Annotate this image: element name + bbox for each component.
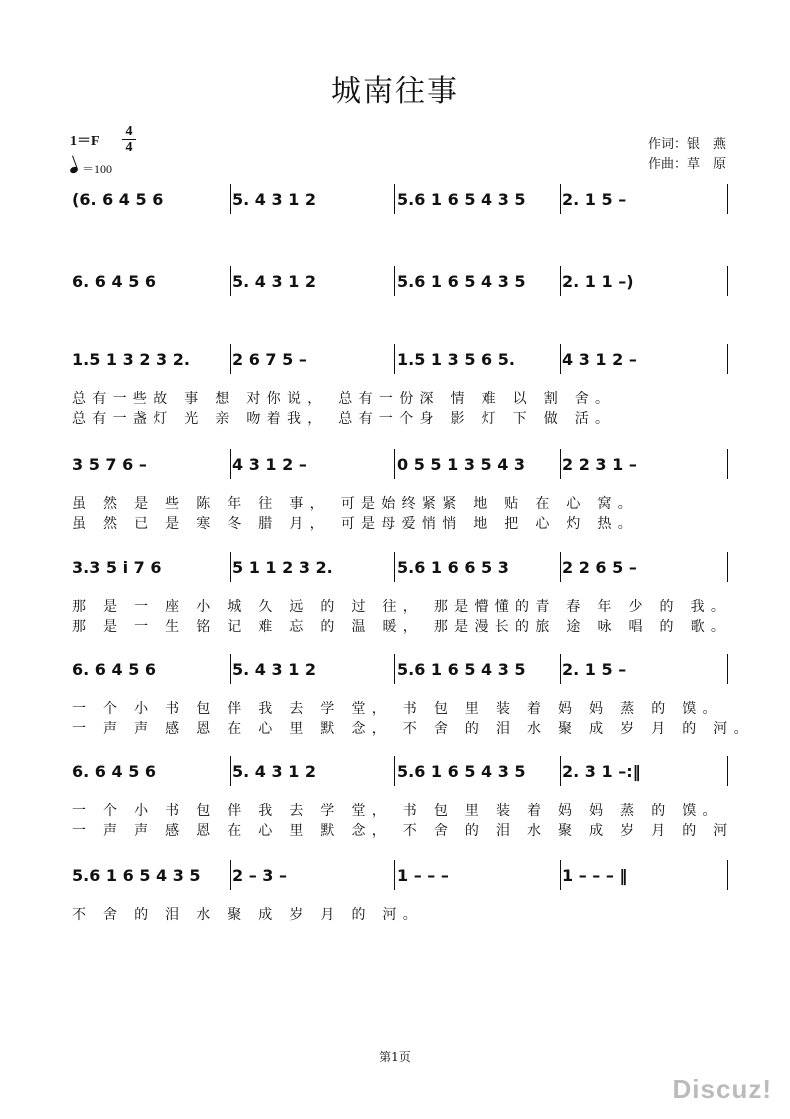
- lyric-line: 一 个 小 书 包 伴 我 去 学 堂， 书 包 里 装 着 妈 妈 蒸 的 馍。: [72, 701, 723, 717]
- measure: 5.6 1 6 6 5 3: [397, 558, 509, 577]
- measure: 6. 6 4 5 6: [72, 660, 157, 679]
- measure: 5. 4 3 1 2: [232, 190, 317, 209]
- measure: 2. 1 5 –: [562, 660, 627, 679]
- bar-line: [560, 654, 561, 684]
- measure: 2 2 3 1 –: [562, 455, 637, 474]
- measure: 5.6 1 6 5 4 3 5: [397, 272, 526, 291]
- measure: 5. 4 3 1 2: [232, 660, 317, 679]
- bar-line: [727, 654, 728, 684]
- bar-line: [230, 449, 231, 479]
- bar-line: [394, 449, 395, 479]
- bar-line: [230, 756, 231, 786]
- lyric-line: 总有一些故 事 想 对你说， 总有一份深 情 难 以 割 舍。: [72, 391, 616, 407]
- measure: 1.5 1 3 5 6 5.: [397, 350, 515, 369]
- bar-line: [560, 756, 561, 786]
- lyricist: 作词：银 燕: [647, 137, 726, 152]
- bar-line: [727, 449, 728, 479]
- bar-line: [560, 860, 561, 890]
- measure: 1.5 1 3 2 3 2.: [72, 350, 190, 369]
- lyric-line: 那 是 一 生 铭 记 难 忘 的 温 暖， 那是漫长的旅 途 咏 唱 的 歌。: [72, 619, 732, 635]
- lyric-line: 总有一盏灯 光 亲 吻着我， 总有一个身 影 灯 下 做 活。: [72, 411, 616, 427]
- lyric-line: 虽 然 是 些 陈 年 往 事， 可是始终紧紧 地 贴 在 心 窝。: [72, 496, 639, 512]
- bar-line: [394, 552, 395, 582]
- bar-line: [230, 184, 231, 214]
- composer: 作曲：草 原: [647, 157, 726, 172]
- credits: [648, 135, 726, 175]
- measure: 6. 6 4 5 6: [72, 762, 157, 781]
- bar-line: [560, 266, 561, 296]
- measure: 5.6 1 6 5 4 3 5: [397, 660, 526, 679]
- bar-line: [727, 860, 728, 890]
- measure: 4 3 1 2 –: [232, 455, 307, 474]
- notation-line: [72, 660, 732, 684]
- bar-line: [230, 552, 231, 582]
- bar-line: [727, 344, 728, 374]
- bar-line: [727, 552, 728, 582]
- bar-line: [230, 266, 231, 296]
- measure: 2 – 3 –: [232, 866, 287, 885]
- notation-line: [72, 762, 732, 786]
- lyric-line: 一 个 小 书 包 伴 我 去 学 堂， 书 包 里 装 着 妈 妈 蒸 的 馍。: [72, 803, 723, 819]
- measure: 2 2 6 5 –: [562, 558, 637, 577]
- page-title: 城南往事: [331, 74, 459, 109]
- lyric-line: 不 舍 的 泪 水 聚 成 岁 月 的 河。: [72, 907, 424, 923]
- lyric-line: 虽 然 已 是 寒 冬 腊 月， 可是母爱悄悄 地 把 心 灼 热。: [72, 516, 639, 532]
- notation-line: [72, 190, 732, 214]
- bar-line: [394, 266, 395, 296]
- tempo-marking: [70, 160, 112, 177]
- tempo-value: ＝100: [82, 162, 113, 176]
- bar-line: [394, 756, 395, 786]
- meter-top: 4: [125, 124, 133, 139]
- measure: 0 5 5 1 3 5 4 3: [397, 455, 526, 474]
- bar-line: [230, 344, 231, 374]
- bar-line: [394, 344, 395, 374]
- time-signature: [122, 124, 136, 155]
- measure: 4 3 1 2 –: [562, 350, 637, 369]
- notation-line: [72, 272, 732, 296]
- notation-line: [72, 558, 732, 582]
- measure: 5.6 1 6 5 4 3 5: [72, 866, 201, 885]
- bar-line: [230, 654, 231, 684]
- measure: 2. 1 5 –: [562, 190, 627, 209]
- bar-line: [727, 266, 728, 296]
- meter-bottom: 4: [122, 139, 136, 155]
- bar-line: [230, 860, 231, 890]
- measure: 5.6 1 6 5 4 3 5: [397, 190, 526, 209]
- bar-line: [394, 184, 395, 214]
- measure: 5.6 1 6 5 4 3 5: [397, 762, 526, 781]
- watermark-logo: Discuz!: [672, 1074, 772, 1104]
- notation-line: [72, 350, 732, 374]
- bar-line: [560, 344, 561, 374]
- measure: 3 5 7 6 –: [72, 455, 147, 474]
- measure: 2 6 7 5 –: [232, 350, 307, 369]
- measure: 6. 6 4 5 6: [72, 272, 157, 291]
- bar-line: [394, 654, 395, 684]
- measure: 5. 4 3 1 2: [232, 762, 317, 781]
- measure: 2. 3 1 –:‖: [562, 762, 641, 781]
- bar-line: [560, 552, 561, 582]
- measure: 5. 4 3 1 2: [232, 272, 317, 291]
- notation-line: [72, 455, 732, 479]
- quarter-note-icon: [69, 166, 79, 174]
- measure: 3.3 5 i 7 6: [72, 558, 162, 577]
- lyric-line: 一 声 声 感 恩 在 心 里 默 念， 不 舍 的 泪 水 聚 成 岁 月 的 河: [72, 823, 734, 839]
- measure: 5 1 1 2 3 2.: [232, 558, 333, 577]
- measure: 2. 1 1 –): [562, 272, 634, 291]
- bar-line: [727, 756, 728, 786]
- bar-line: [394, 860, 395, 890]
- measure: 1 – – – ‖: [562, 866, 628, 885]
- measure: 1 – – –: [397, 866, 449, 885]
- bar-line: [560, 184, 561, 214]
- notation-line: [72, 866, 732, 890]
- page-number: 第1页: [379, 1050, 411, 1064]
- lyric-line: 一 声 声 感 恩 在 心 里 默 念， 不 舍 的 泪 水 聚 成 岁 月 的 河。: [72, 721, 754, 737]
- lyric-line: 那 是 一 座 小 城 久 远 的 过 往， 那是懵懂的青 春 年 少 的 我。: [72, 599, 732, 615]
- bar-line: [560, 449, 561, 479]
- measure: (6. 6 4 5 6: [72, 190, 164, 209]
- key-signature: 1＝F: [70, 134, 100, 149]
- bar-line: [727, 184, 728, 214]
